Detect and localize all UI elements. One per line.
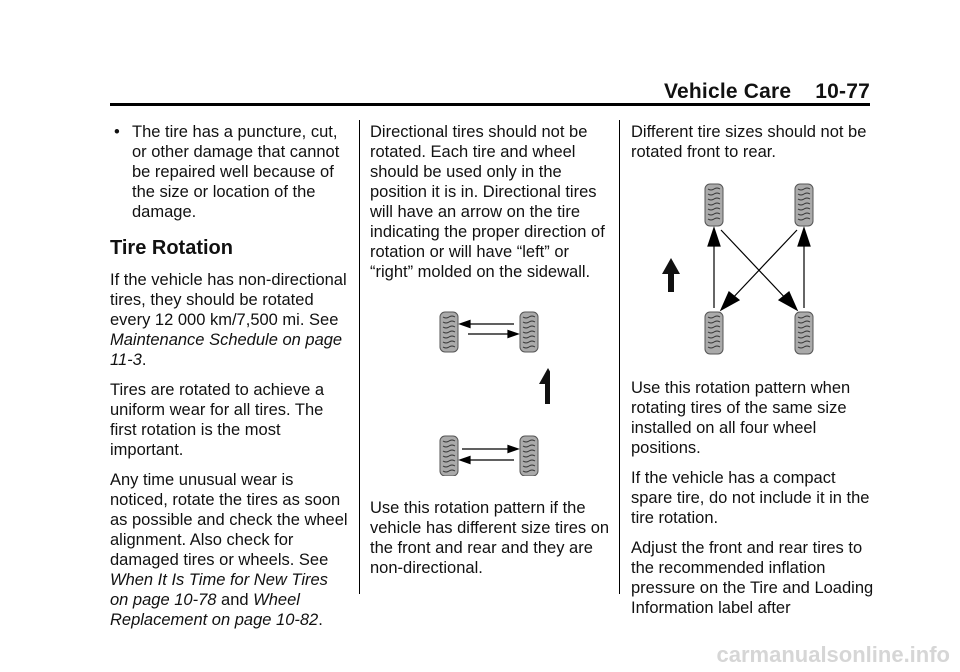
section-heading: Tire Rotation [110,237,233,259]
conjunction: and [216,591,254,609]
tire-icon [705,184,723,226]
column-divider-2 [619,120,620,594]
tire-icon [795,184,813,226]
page-header [664,80,870,104]
tire-icon [520,436,538,476]
page-number: 10-77 [815,80,870,103]
bullet-item [110,122,350,222]
column-2 [370,122,610,588]
compact-spare-paragraph: If the vehicle has a compact spare tire, do not include it in the tire rotation. [631,469,870,527]
paragraph-text: Any time unusual wear is noticed, rotate the tires as soon as possible and check the wheel alignment. Also check for damaged tires or wheels. See [110,471,348,569]
section-title: Vehicle Care [663,80,792,103]
unusual-wear-paragraph [110,470,350,630]
tire-icon [440,436,458,476]
tire-icon [440,312,458,352]
wheel-replacement-link[interactable]: Wheel Replacement on page 10-82 [110,591,319,629]
column-3 [631,122,876,628]
header-rule [110,103,870,106]
inflation-paragraph: Adjust the front and rear tires to the recommended inflation pressure on the Tire and Loading Information label after [631,539,874,617]
tire-icon [705,312,723,354]
directional-tires-paragraph: Directional tires should not be rotated. Each tire and wheel should be used only in the position it is in. Directional tires will have an arrow on the tire indicating the proper direction of rotation or will have “left” or “right” molded on the sidewall. [370,123,605,281]
bullet-text: The tire has a puncture, cut, or other damage that cannot be repaired well because of the size or location of the damage. [132,123,340,221]
rotation-interval-paragraph [110,270,350,370]
tire-icon [520,312,538,352]
punctuation: . [141,351,147,369]
tire-icon [795,312,813,354]
different-sizes-paragraph: Different tire sizes should not be rotated front to rear. [631,123,867,161]
paragraph-text: If the vehicle has non-directional tires, they should be rotated every 12 000 km/7,500 mi. See [110,271,347,329]
maintenance-schedule-link[interactable]: Maintenance Schedule on page 11-3 [110,331,343,369]
new-tires-link[interactable]: When It Is Time for New Tires on page 10-78 [110,571,328,609]
column-1 [110,122,350,640]
column-divider-1 [359,120,360,594]
uniform-wear-paragraph: Tires are rotated to achieve a uniform wear for all tires. The first rotation is the most important. [110,381,325,459]
punctuation: . [318,611,323,629]
watermark: carmanualsonline.info [716,642,950,667]
cross-rotation-diagram [651,180,841,360]
bullet-icon: • [114,123,120,141]
non-directional-pattern-paragraph: Use this rotation pattern if the vehicle has different size tires on the front and rear and they are non-directional. [370,499,610,577]
side-to-side-rotation-diagram [430,308,550,476]
forward-arrow-icon [539,368,550,404]
same-size-pattern-paragraph: Use this rotation pattern when rotating tires of the same size installed on all four wheel positions. [631,379,851,457]
forward-arrow-icon [662,258,680,292]
